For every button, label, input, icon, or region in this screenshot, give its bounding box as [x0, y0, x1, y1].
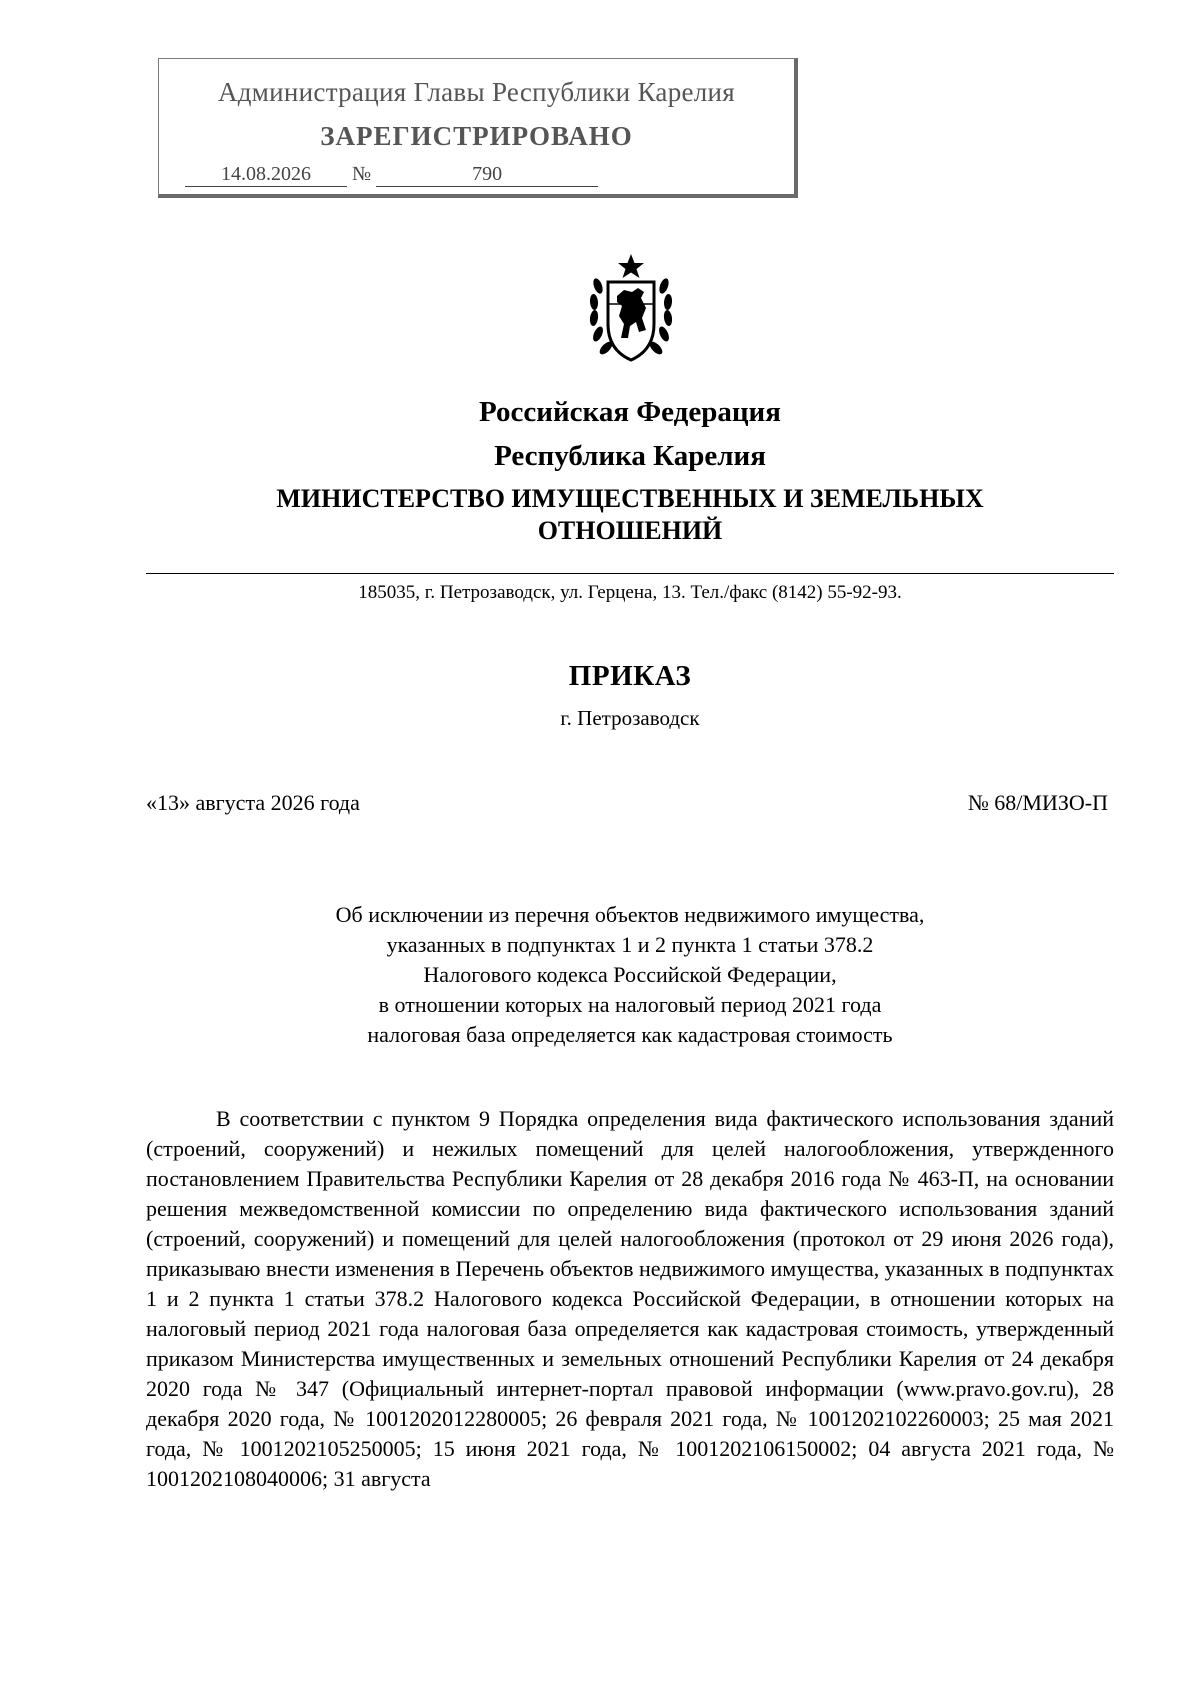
- header-country: Российская Федерация: [479, 396, 781, 428]
- stamp-administration-line: Администрация Главы Республики Карелия: [217, 77, 736, 107]
- subject-line: налоговая база определяется как кадастровая стоимость: [367, 1022, 893, 1047]
- stamp-registration-row: [185, 163, 598, 187]
- subject-line: Об исключении из перечня объектов недвижимого имущества,: [335, 902, 925, 927]
- stamp-registered-line: ЗАРЕГИСТРИРОВАНО: [320, 121, 633, 151]
- ministry-address: 185035, г. Петрозаводск, ул. Герцена, 13. Тел./факс (8142) 55-92-93.: [358, 582, 902, 603]
- header-divider: [146, 573, 1114, 574]
- order-date: «13» августа 2026 года: [146, 790, 360, 815]
- subject-line: Налогового кодекса Российской Федерации,: [423, 962, 837, 987]
- stamp-number: 790: [376, 163, 598, 187]
- order-body-paragraph: В соответствии с пунктом 9 Порядка определения вида фактического использования зданий (строений, сооружений) и нежилых помещений для целей налогообложения, утвержденного постановлением Правительства Республики Карелия от 28 декабря 2016 года № 463-П, на основании решения межведомственной комиссии по определению вида фактического использования зданий (строений, сооружений) и помещений для целей налогообложения (протокол от 29 июня 2026 года), приказываю внести изменения в Перечень объектов недвижимого имущества, указанных в подпунктах 1 и 2 пункта 1 статьи 378.2 Налогового кодекса Российской Федерации, в отношении которых на налоговый период 2021 года налоговая база определяется как кадастровая стоимость, утвержденный приказом Министерства имущественных и земельных отношений Республики Карелия от 24 декабря 2020 года № 347 (Официальный интернет-портал правовой информации (www.pravo.gov.ru), 28 декабря 2020 года, № 1001202012280005; 26 февраля 2021 года, № 1001202102260003; 25 мая 2021 года, № 1001202105250005; 15 июня 2021 года, № 1001202106150002; 04 августа 2021 года, № 1001202108040006; 31 августа: [146, 1106, 1114, 1491]
- order-number: № 68/МИЗО-П: [967, 790, 1108, 815]
- order-city: г. Петрозаводск: [560, 706, 700, 730]
- header-ministry-line2: ОТНОШЕНИЙ: [537, 516, 723, 545]
- stamp-number-label: №: [352, 163, 372, 185]
- karelia-coat-of-arms-icon: [586, 252, 676, 367]
- subject-line: указанных в подпунктах 1 и 2 пункта 1 статьи 378.2: [386, 932, 874, 957]
- order-title: ПРИКАЗ: [568, 660, 692, 692]
- registration-stamp: [158, 58, 798, 198]
- order-subject: [146, 900, 1114, 1050]
- header-republic: Республика Карелия: [494, 440, 766, 472]
- subject-line: в отношении которых на налоговый период 2021 года: [378, 992, 882, 1017]
- header-ministry-line1: МИНИСТЕРСТВО ИМУЩЕСТВЕННЫХ И ЗЕМЕЛЬНЫХ: [276, 484, 984, 513]
- stamp-date: 14.08.2026: [185, 163, 347, 187]
